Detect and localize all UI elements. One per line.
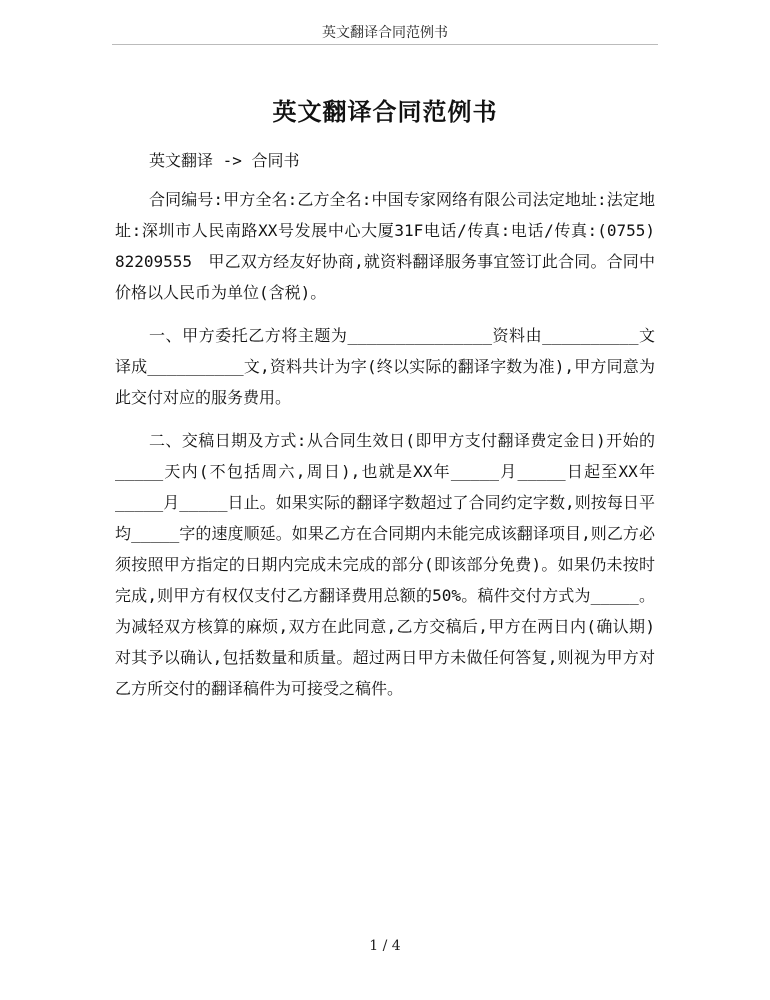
paragraph-parties: 合同编号:甲方全名:乙方全名:中国专家网络有限公司法定地址:法定地址:深圳市人民南路XX号发展中心大厦31F电话/传真:电话/传真:(0755) 82209555 甲乙双方经友好协商,就资料翻译服务事宜签订此合同。合同中价格以人民币为单位(含税)。 xyxy=(115,190,672,302)
page-number: 1 / 4 xyxy=(369,938,401,954)
document-body xyxy=(115,145,672,716)
paragraph-clause-2: 二、交稿日期及方式:从合同生效日(即甲方支付翻译费定金日)开始的_____天内(不包括周六,周日),也就是XX年_____月_____日起至XX年_____月_____日止。如果实际的翻译字数超过了合同约定字数,则按每日平均_____字的速度顺延。如果乙方在合同期内未能完成该翻译项目,则乙方必须按照甲方指定的日期内完成未完成的部分(即该部分免费)。如果仍未按时完成,则甲方有权仅支付乙方翻译费用总额的50%。稿件交付方式为_____。为减轻双方核算的麻烦,双方在此同意,乙方交稿后,甲方在两日内(确认期)对其予以确认,包括数量和质量。超过两日甲方未做任何答复,则视为甲方对乙方所交付的翻译稿件为可接受之稿件。 xyxy=(115,431,655,698)
paragraph-clause-1: 一、甲方委托乙方将主题为_______________资料由__________文译成__________文,资料共计为字(终以实际的翻译字数为准),甲方同意为此交付对应的服务费用。 xyxy=(115,326,655,407)
document-title: 英文翻译合同范例书 xyxy=(272,98,498,126)
running-header: 英文翻译合同范例书 xyxy=(322,25,448,41)
header-divider xyxy=(112,44,658,45)
paragraph-subtitle: 英文翻译 -> 合同书 xyxy=(149,151,300,170)
